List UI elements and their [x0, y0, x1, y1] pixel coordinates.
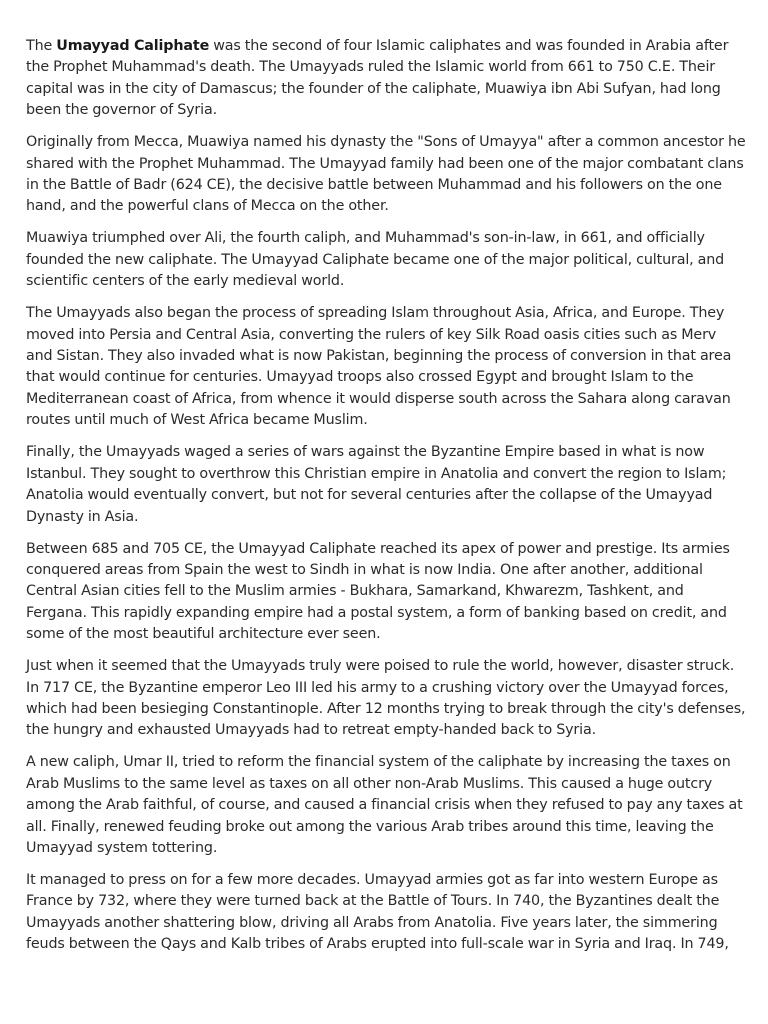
article-body	[26, 36, 746, 966]
paragraph-spread-of-islam: The Umayyads also began the process of spreading Islam throughout Asia, Africa, and Europe. They moved into Persia and Central Asia, converting the rulers of key Silk Road oasis cities such as Merv and Sistan. They also invaded what is now Pakistan, beginning the process of conversion in that area that would continue for centuries. Umayyad troops also crossed Egypt and brought Islam to the Mediterranean coast of Africa, from whence it would disperse south across the Sahara along caravan routes until much of West Africa became Muslim.	[26, 305, 732, 429]
paragraph-origins: Originally from Mecca, Muawiya named his dynasty the "Sons of Umayya" after a common ancestor he shared with the Prophet Muhammad. The Umayyad family had been one of the major combatant clans in the Battle of Badr (624 CE), the decisive battle between Muhammad and his followers on the one hand, and the powerful clans of Mecca on the other.	[26, 134, 746, 215]
paragraph-decline: It managed to press on for a few more decades. Umayyad armies got as far into western Europe as France by 732, where they were turned back at the Battle of Tours. In 740, the Byzantines dealt the Umayyads another shattering blow, driving all Arabs from Anatolia. Five years later, the simmering feuds between the Qays and Kalb tribes of Arabs erupted into full-scale war in Syria and Iraq. In 749,	[26, 871, 729, 953]
paragraph-apex: Between 685 and 705 CE, the Umayyad Caliphate reached its apex of power and prestige. Its armies conquered areas from Spain the west to Sindh in what is now India. One after another, additional Central Asian cities fell to the Muslim armies - Bukhara, Samarkand, Khwarezm, Tashkent, and Fergana. This rapidly expanding empire had a postal system, a form of banking based on credit, and some of the most beautiful architecture ever seen.	[26, 540, 730, 643]
paragraph-founding: Muawiya triumphed over Ali, the fourth caliph, and Muhammad's son-in-law, in 661, and officially founded the new caliphate. The Umayyad Caliphate became one of the major political, cultural, and scientific centers of the early medieval world.	[26, 230, 725, 290]
intro-lead-text: The	[26, 38, 57, 54]
caliphate-term-bold: Umayyad Caliphate	[56, 38, 210, 54]
paragraph-reform: A new caliph, Umar II, tried to reform the financial system of the caliphate by increasing the taxes on Arab Muslims to the same level as taxes on all other non-Arab Muslims. This caused a huge outcry among the Arab faithful, of course, and caused a financial crisis when they refused to pay any taxes at all. Finally, renewed feuding broke out among the various Arab tribes around this time, leaving the Umayyad system tottering.	[26, 754, 743, 856]
paragraph-defeat: Just when it seemed that the Umayyads truly were poised to rule the world, however, disaster struck. In 717 CE, the Byzantine emperor Leo III led his army to a crushing victory over the Umayyad forces, which had been besieging Constantinople. After 12 months trying to break through the city's defenses, the hungry and exhausted Umayyads had to retreat empty-handed back to Syria.	[26, 658, 746, 739]
intro-rest-text: was the second of four Islamic caliphates and was founded in Arabia after the Prophet Muhammad's death. The Umayyads ruled the Islamic world from 661 to 750 C.E. Their capital was in the city of Damascus; the founder of the caliphate, Muawiya ibn Abi Sufyan, had long been the governor of Syria.	[26, 38, 729, 119]
paragraph-intro	[26, 36, 746, 122]
paragraph-byzantine-wars: Finally, the Umayyads waged a series of wars against the Byzantine Empire based in what is now Istanbul. They sought to overthrow this Christian empire in Anatolia and convert the region to Islam; Anatolia would eventually convert, but not for several centuries after the collapse of the Umayyad Dynasty in Asia.	[26, 444, 727, 525]
